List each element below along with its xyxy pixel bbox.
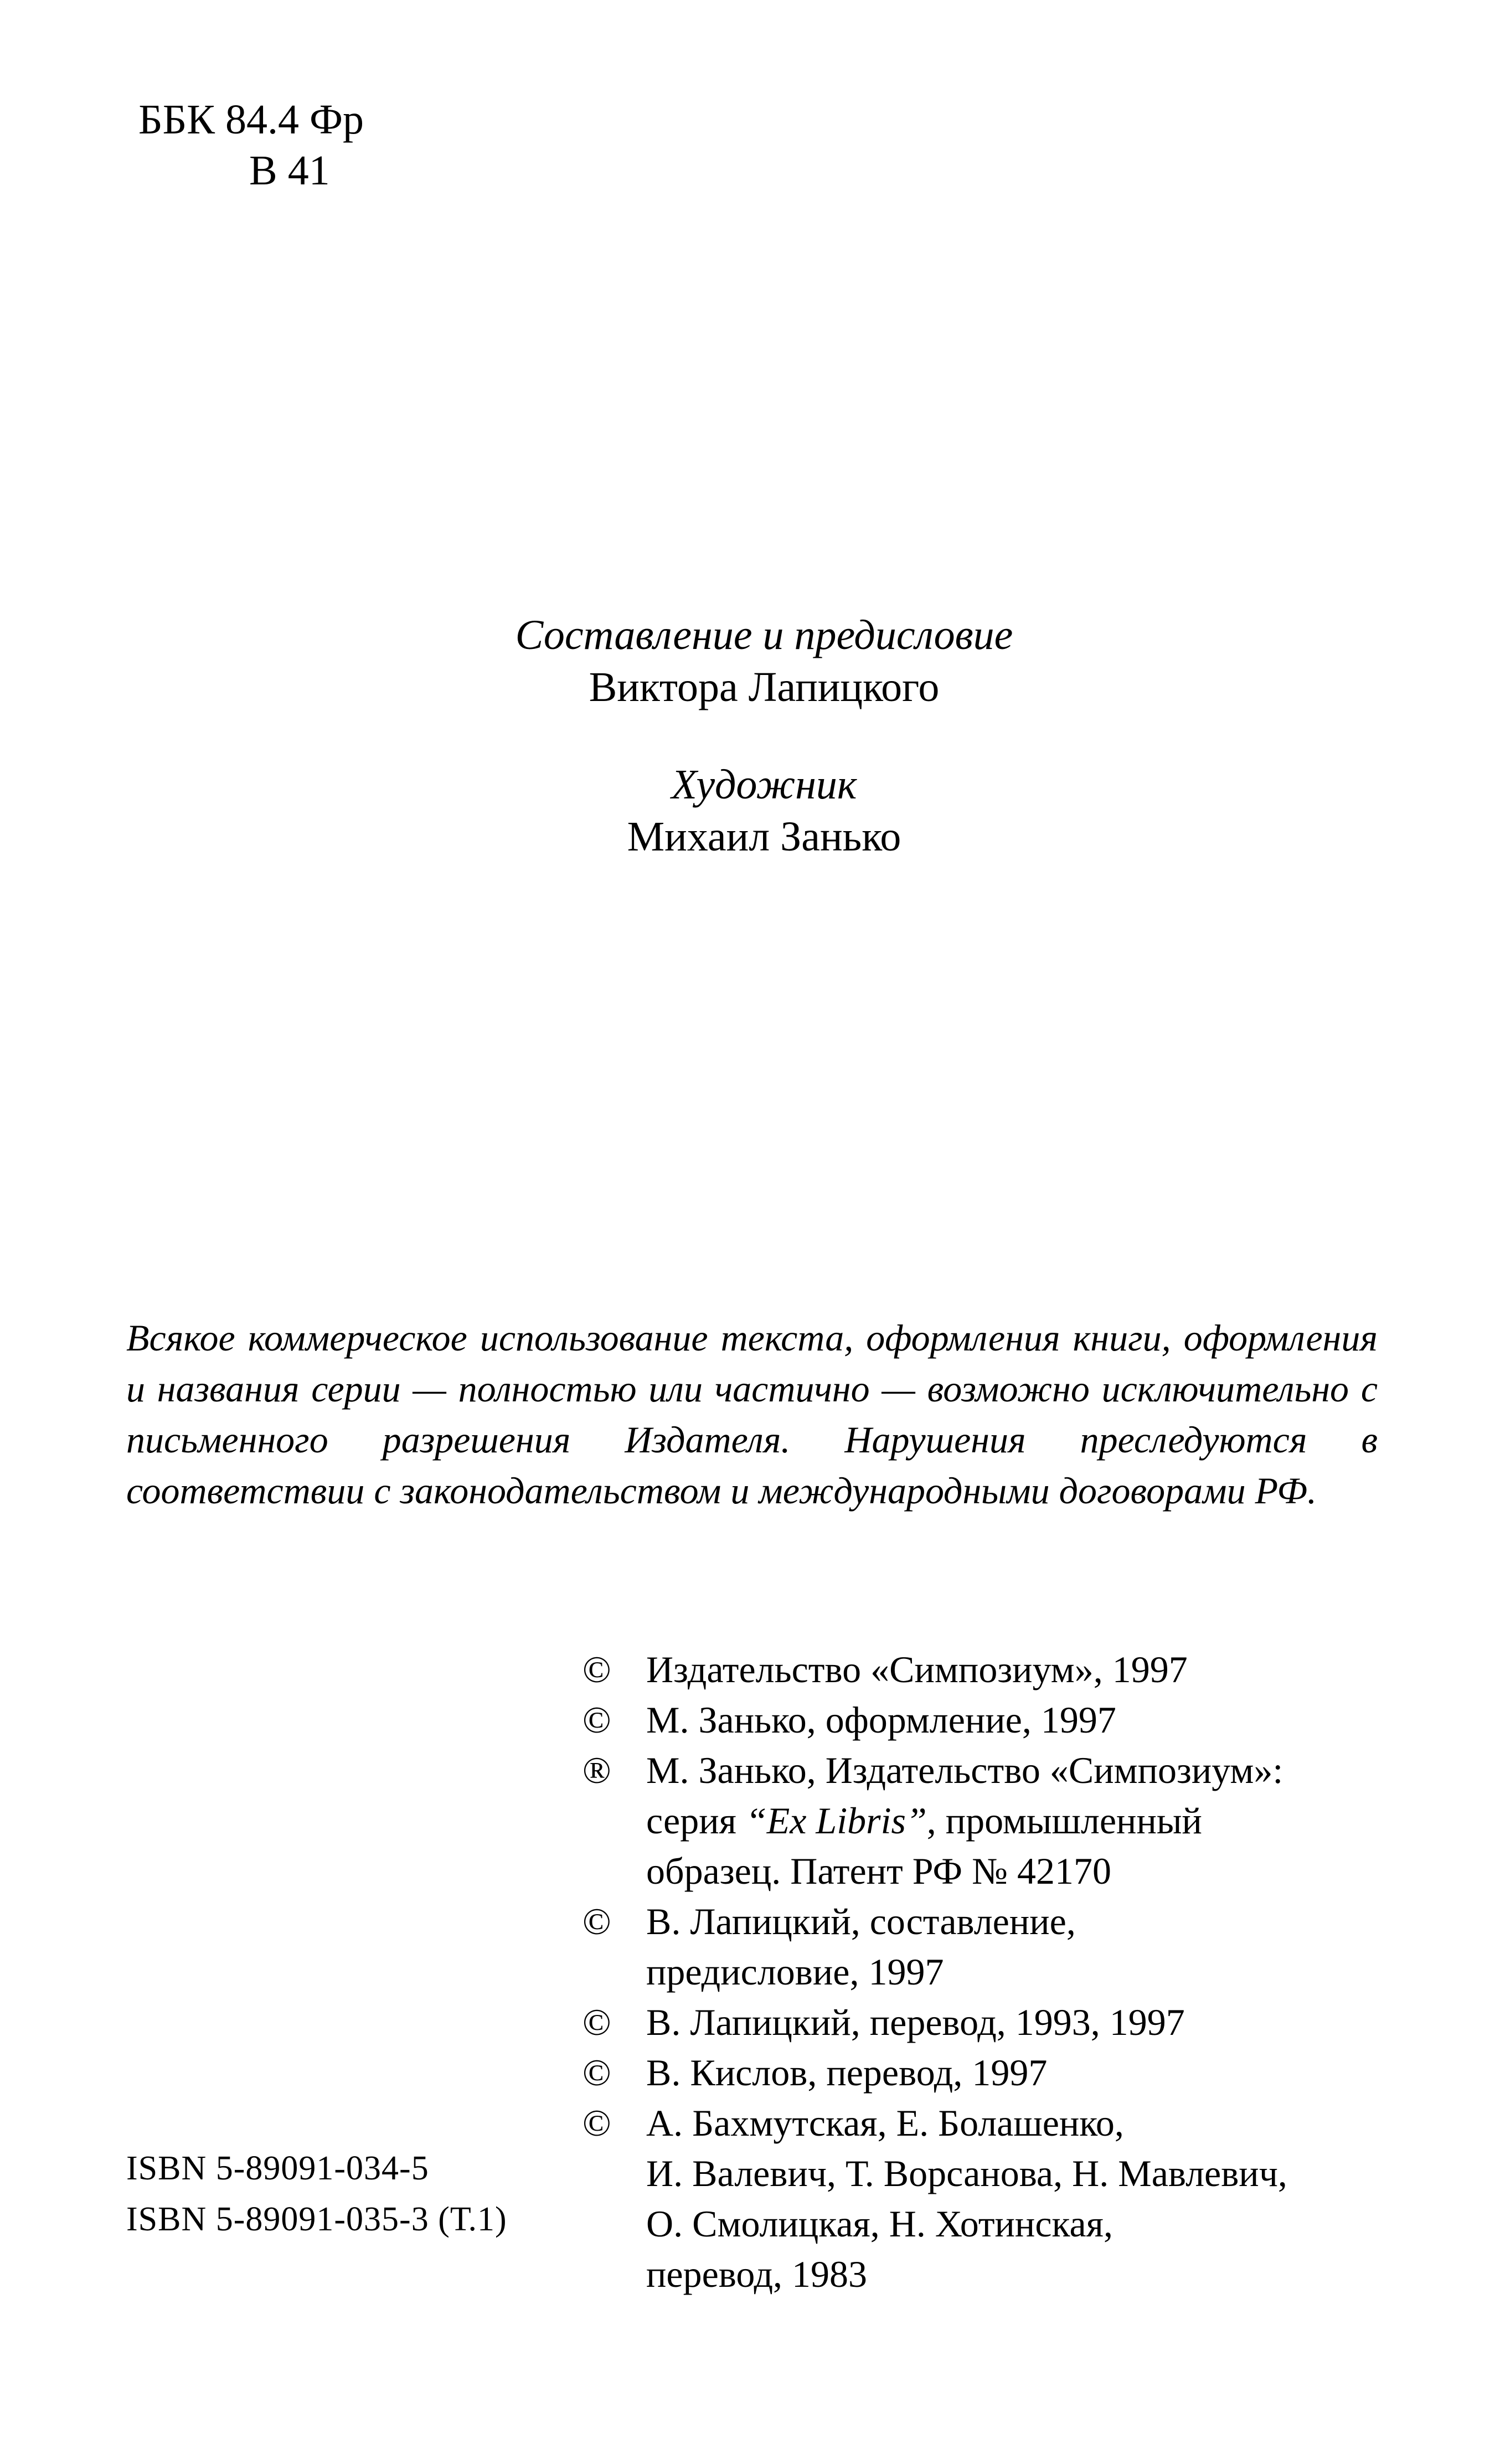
copyright-symbol: © [582, 2051, 611, 2094]
copyright-symbol: © [582, 1648, 611, 1690]
registered-symbol: ® [582, 1749, 611, 1791]
compiler-credit [421, 609, 1107, 713]
usage-notice: Всякое коммерческое использование текста, оформления книги, оформления и названия серии — полностью или частично — возможно исключительно с письменного разрешения Издателя. Нарушения преследуются в соответствии с законодательством и международными договорами РФ. [126, 1317, 1378, 1512]
copyright-item [582, 2098, 1413, 2300]
isbn-set: ISBN 5-89091-034-5 [126, 2149, 429, 2187]
copyright-text: В. Лапицкий, составление, предисловие, 1997 [646, 1900, 1076, 1993]
copyright-text: А. Бахмутская, Е. Болашенко, И. Валевич, Т. Ворсанова, Н. Мавлевич, О. Смолицкая, Н. Хотинская, перевод, 1983 [646, 2102, 1287, 2295]
copyright-symbol: © [582, 1699, 611, 1741]
copyright-text: М. Занько, оформление, 1997 [646, 1699, 1116, 1741]
copyright-list [582, 1645, 1413, 2300]
bbk-code: ББК 84.4 Фр [138, 96, 364, 143]
copyright-text-part: М. Занько, Издательство «Симпозиум»: серия [646, 1749, 1283, 1842]
copyright-item [582, 2048, 1413, 2098]
copyright-item [582, 1745, 1413, 1896]
copyright-text [646, 1745, 1413, 1896]
copyright-text: Издательство «Симпозиум», 1997 [646, 1648, 1188, 1690]
compiler-role: Составление и предисловие [515, 612, 1013, 658]
copyright-item [582, 1695, 1413, 1745]
artist-credit [421, 759, 1107, 863]
artist-role: Художник [671, 761, 857, 808]
compiler-name: Виктора Лапицкого [589, 664, 940, 710]
isbn-block [126, 2143, 507, 2245]
copyright-item [582, 1896, 1413, 1997]
copyright-symbol: © [582, 2001, 611, 2043]
author-mark: В 41 [249, 147, 330, 194]
copyright-symbol: © [582, 2102, 611, 2144]
isbn-volume: ISBN 5-89091-035-3 (Т.1) [126, 2200, 507, 2238]
copyright-item [582, 1997, 1413, 2048]
copyright-text: В. Кислов, перевод, 1997 [646, 2051, 1048, 2094]
copyright-text-part: , промышленный образец. Патент РФ № 42170 [646, 1800, 1202, 1892]
copyright-item [582, 1645, 1413, 1695]
library-classification [138, 94, 364, 196]
copyright-symbol: © [582, 1900, 611, 1942]
copyright-text: В. Лапицкий, перевод, 1993, 1997 [646, 2001, 1185, 2043]
artist-name: Михаил Занько [627, 813, 901, 860]
series-name: “Ex Libris” [745, 1800, 927, 1842]
